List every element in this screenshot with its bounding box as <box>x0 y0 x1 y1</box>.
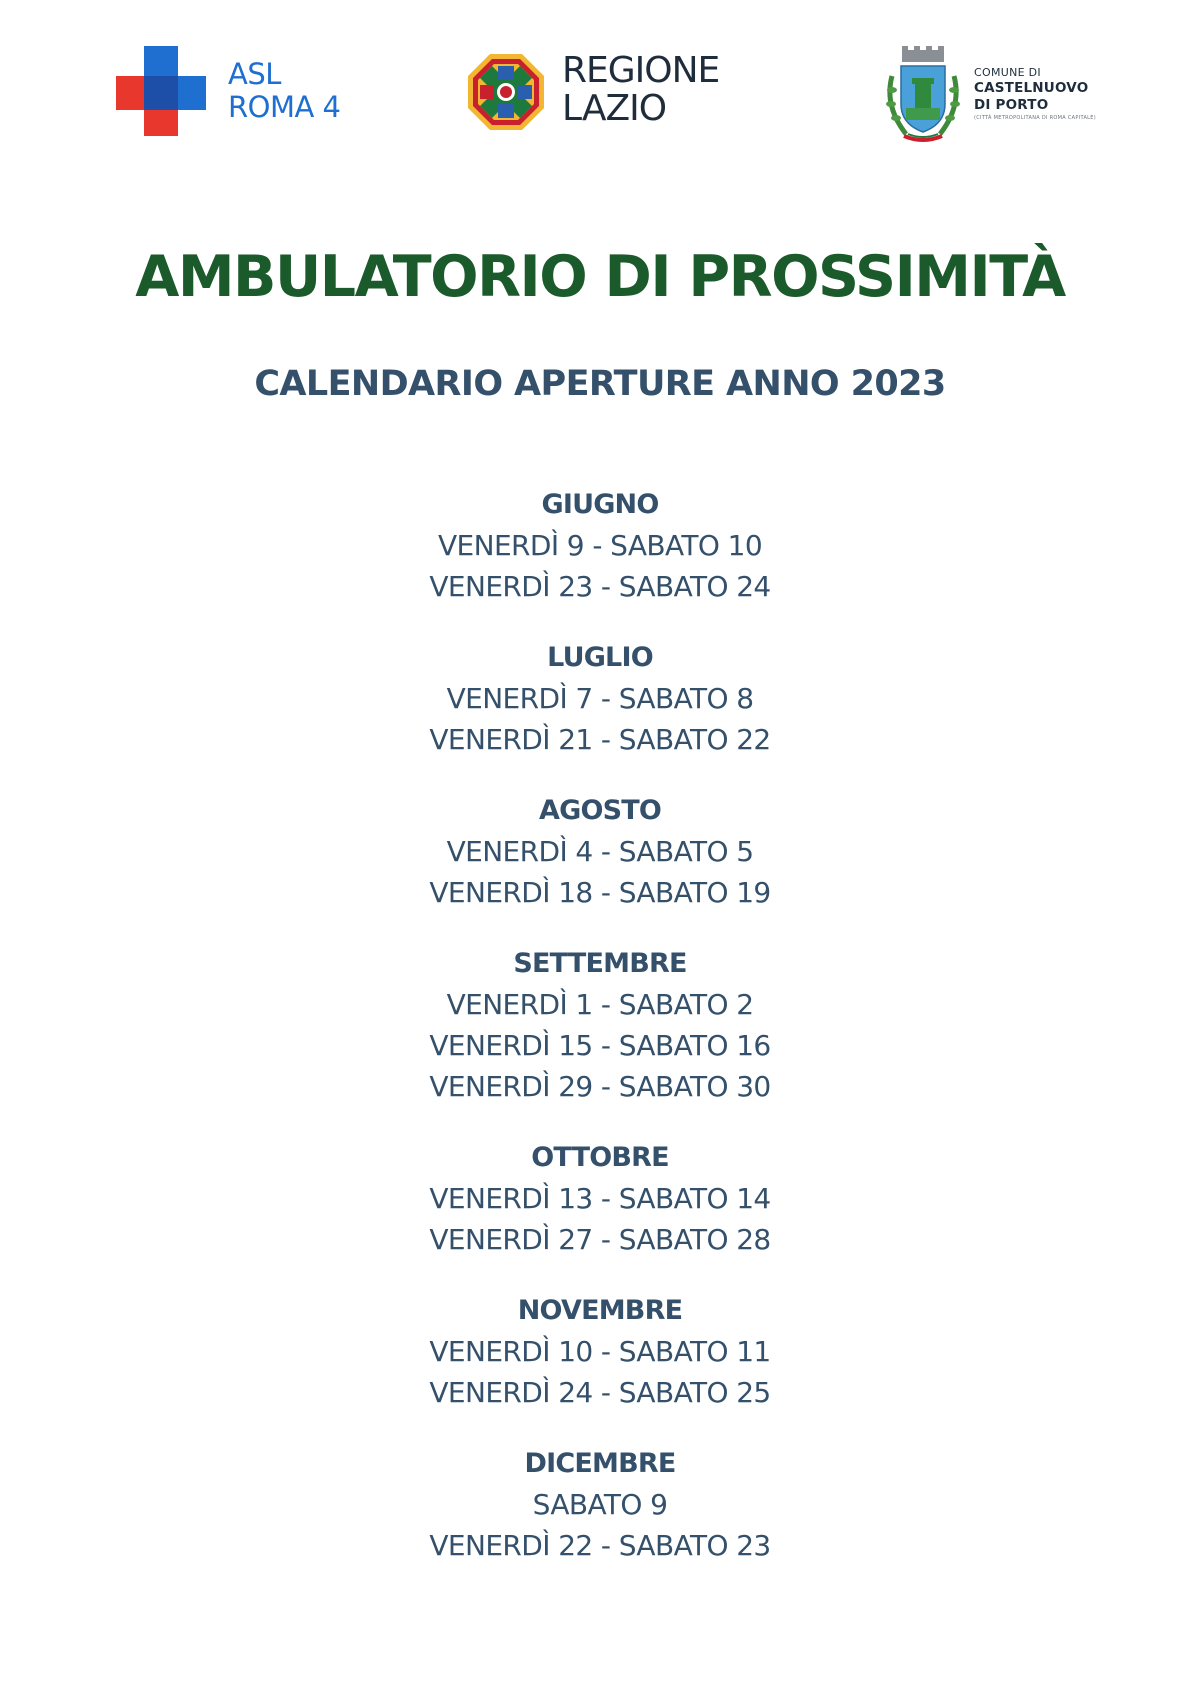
header-logos <box>0 0 1200 160</box>
comune-logo-text <box>974 66 1096 123</box>
month-name: DICEMBRE <box>524 1448 676 1479</box>
date-row: VENERDÌ 10 - SABATO 11 <box>429 1335 771 1368</box>
month-block-agosto <box>0 790 1200 913</box>
month-name: GIUGNO <box>541 489 659 520</box>
opening-calendar <box>0 484 1200 1596</box>
month-block-ottobre <box>0 1137 1200 1260</box>
comune-logo-line2: CASTELNUOVO <box>974 80 1089 96</box>
date-row: VENERDÌ 13 - SABATO 14 <box>429 1182 771 1215</box>
date-row: VENERDÌ 1 - SABATO 2 <box>446 988 754 1021</box>
date-row: VENERDÌ 18 - SABATO 19 <box>429 876 771 909</box>
date-row: VENERDÌ 15 - SABATO 16 <box>429 1029 771 1062</box>
page-subtitle: CALENDARIO APERTURE ANNO 2023 <box>254 364 946 404</box>
date-row: VENERDÌ 7 - SABATO 8 <box>446 682 754 715</box>
asl-logo-line2: ROMA 4 <box>228 90 341 124</box>
regione-lazio-emblem-icon <box>466 52 546 132</box>
date-row: VENERDÌ 29 - SABATO 30 <box>429 1070 771 1103</box>
month-block-dicembre <box>0 1443 1200 1566</box>
asl-logo-line1: ASL <box>228 57 281 91</box>
comune-logo-line1: COMUNE DI <box>974 66 1041 79</box>
date-row: VENERDÌ 22 - SABATO 23 <box>429 1529 771 1562</box>
asl-logo-text <box>228 58 341 124</box>
month-block-settembre <box>0 943 1200 1107</box>
comune-logo-line3: DI PORTO <box>974 97 1049 113</box>
comune-logo-line4: (CITTÀ METROPOLITANA DI ROMA CAPITALE) <box>974 115 1096 121</box>
date-row: VENERDÌ 4 - SABATO 5 <box>446 835 754 868</box>
date-row: VENERDÌ 27 - SABATO 28 <box>429 1223 771 1256</box>
date-row: SABATO 9 <box>532 1488 668 1521</box>
month-block-luglio <box>0 637 1200 760</box>
regione-lazio-line1: REGIONE <box>562 50 720 91</box>
comune-castelnuovo-logo <box>884 46 1104 146</box>
page-title: AMBULATORIO DI PROSSIMITÀ <box>135 244 1065 310</box>
date-row: VENERDÌ 23 - SABATO 24 <box>429 570 771 603</box>
month-name: LUGLIO <box>547 642 653 673</box>
date-row: VENERDÌ 21 - SABATO 22 <box>429 723 771 756</box>
month-name: OTTOBRE <box>531 1142 669 1173</box>
regione-lazio-line2: LAZIO <box>562 88 667 129</box>
month-name: NOVEMBRE <box>517 1295 683 1326</box>
month-name: AGOSTO <box>538 795 662 826</box>
comune-crest-icon <box>884 46 962 144</box>
asl-cross-icon <box>116 46 206 136</box>
month-name: SETTEMBRE <box>513 948 687 979</box>
regione-lazio-text <box>562 52 719 128</box>
regione-lazio-logo <box>466 50 756 136</box>
date-row: VENERDÌ 9 - SABATO 10 <box>437 529 763 562</box>
date-row: VENERDÌ 24 - SABATO 25 <box>429 1376 771 1409</box>
asl-roma4-logo <box>116 46 366 136</box>
month-block-novembre <box>0 1290 1200 1413</box>
month-block-giugno <box>0 484 1200 607</box>
